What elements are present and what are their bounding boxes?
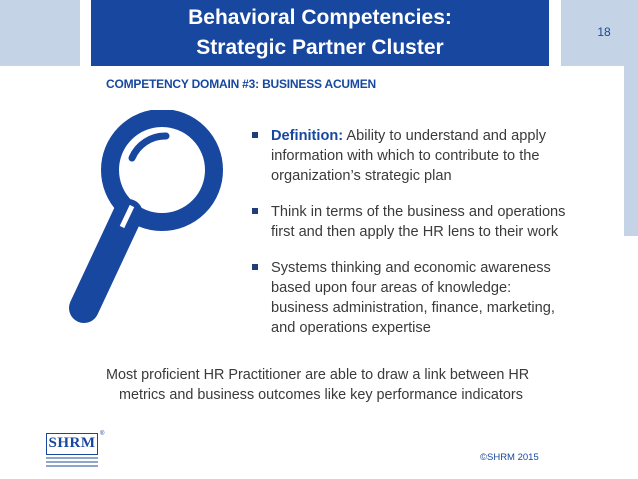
bullet-text: Systems thinking and economic awareness xyxy=(271,260,551,276)
bullet-text: information with which to contribute to the xyxy=(271,148,540,164)
bullet-text: and operations expertise xyxy=(271,320,431,336)
decor-block-top-left xyxy=(0,0,80,66)
slide-number: 18 xyxy=(597,25,611,39)
bullet-list xyxy=(251,126,631,354)
definition-label: Definition: xyxy=(271,128,344,144)
logo-tagline-lines xyxy=(46,457,98,467)
bullet-square-icon xyxy=(252,264,258,270)
note-line1: Most proficient HR Practitioner are able to draw a link between HR xyxy=(106,367,530,383)
registered-mark: ® xyxy=(100,431,105,437)
bullet-definition xyxy=(251,126,631,186)
slide-title-line1: Behavioral Competencies: xyxy=(188,6,452,29)
note-line2: metrics and business outcomes like key performance indicators xyxy=(119,387,523,403)
note-text xyxy=(106,365,596,405)
magnifying-glass-icon xyxy=(62,110,242,345)
slide-title xyxy=(91,0,549,66)
shrm-logo xyxy=(46,433,106,469)
shrm-logo-mark: SHRM xyxy=(46,433,98,455)
copyright: ©SHRM 2015 xyxy=(480,452,539,463)
bullet-square-icon xyxy=(252,208,258,214)
bullet-square-icon xyxy=(252,132,258,138)
slide-title-line2: Strategic Partner Cluster xyxy=(196,36,444,59)
bullet-text: business administration, finance, marketing, xyxy=(271,300,555,316)
bullet-text: based upon four areas of knowledge: xyxy=(271,280,512,296)
bullet-text: organization’s strategic plan xyxy=(271,168,452,184)
slide-subtitle: COMPETENCY DOMAIN #3: BUSINESS ACUMEN xyxy=(106,77,376,91)
bullet-text: Ability to understand and apply xyxy=(343,128,546,144)
bullet-text: Think in terms of the business and operations xyxy=(271,204,566,220)
bullet-systems xyxy=(251,258,631,338)
bullet-think xyxy=(251,202,631,242)
bullet-text: first and then apply the HR lens to their work xyxy=(271,224,559,240)
